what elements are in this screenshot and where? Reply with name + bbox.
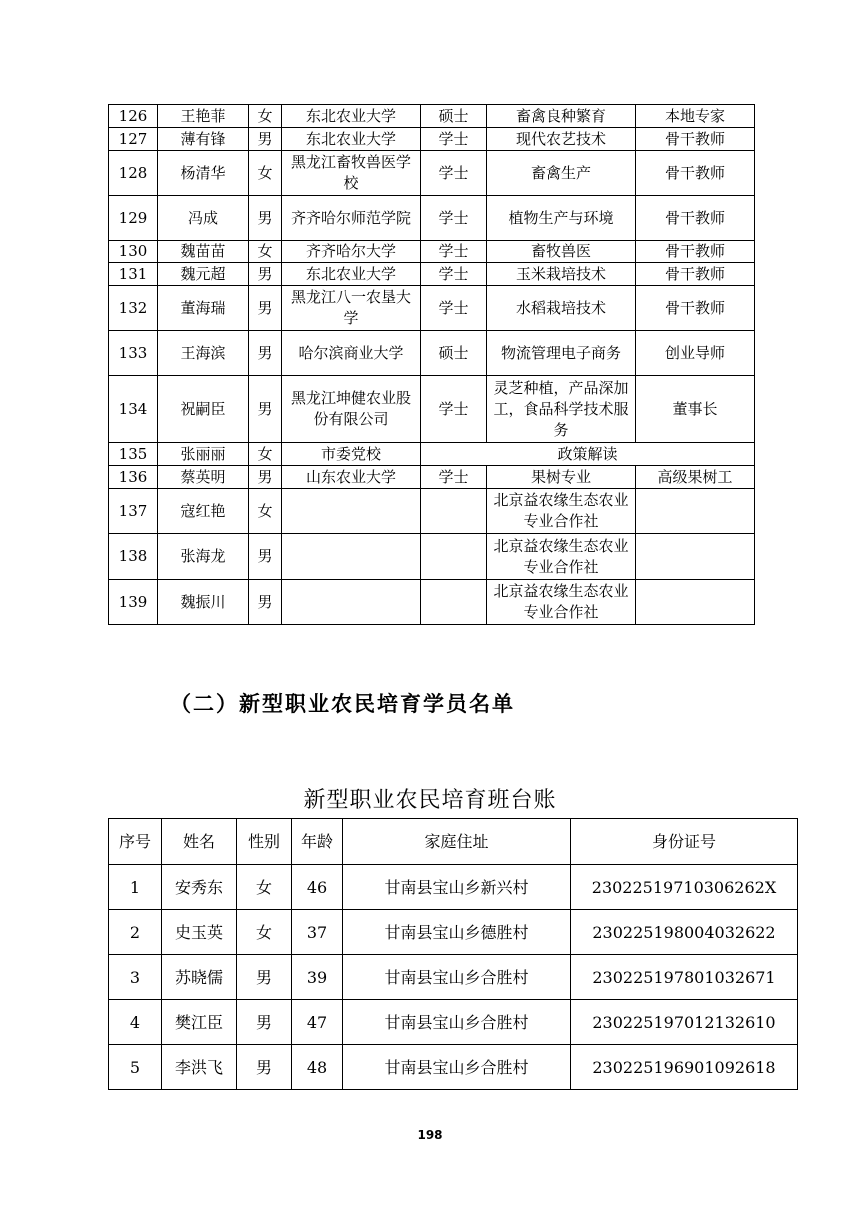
header-cell: 性别 bbox=[237, 819, 292, 865]
table-row bbox=[109, 105, 755, 128]
header-cell: 姓名 bbox=[162, 819, 237, 865]
teachers-table bbox=[108, 104, 755, 625]
table-cell: 高级果树工 bbox=[636, 466, 755, 489]
table-cell: 学士 bbox=[421, 196, 487, 241]
table-cell: 135 bbox=[109, 443, 158, 466]
table-cell: 47 bbox=[292, 1000, 343, 1045]
table-cell: 4 bbox=[109, 1000, 162, 1045]
table-cell: 甘南县宝山乡新兴村 bbox=[343, 865, 571, 910]
table-cell: 男 bbox=[249, 286, 282, 331]
table-cell: 学士 bbox=[421, 286, 487, 331]
table-cell: 女 bbox=[249, 443, 282, 466]
table-row bbox=[109, 196, 755, 241]
table-cell: 张海龙 bbox=[158, 534, 249, 580]
table-cell: 48 bbox=[292, 1045, 343, 1090]
table-row bbox=[109, 128, 755, 151]
table-cell: 学士 bbox=[421, 466, 487, 489]
table-cell: 骨干教师 bbox=[636, 263, 755, 286]
table-cell: 黑龙江畜牧兽医学校 bbox=[282, 151, 421, 196]
table-cell: 130 bbox=[109, 241, 158, 263]
section-heading: （二）新型职业农民培育学员名单 bbox=[170, 691, 515, 716]
table-cell: 1 bbox=[109, 865, 162, 910]
table-cell bbox=[421, 580, 487, 625]
table-row bbox=[109, 1045, 798, 1090]
table-cell: 学士 bbox=[421, 241, 487, 263]
table-row bbox=[109, 955, 798, 1000]
students-table bbox=[108, 818, 798, 1090]
table-cell: 男 bbox=[249, 331, 282, 376]
table-cell: 政策解读 bbox=[421, 443, 755, 466]
table-cell: 5 bbox=[109, 1045, 162, 1090]
table-cell: 学士 bbox=[421, 376, 487, 443]
table-cell: 男 bbox=[237, 1000, 292, 1045]
table-cell: 230225197801032671 bbox=[571, 955, 798, 1000]
page-number: 198 bbox=[417, 1128, 443, 1142]
table-cell: 甘南县宝山乡德胜村 bbox=[343, 910, 571, 955]
table-cell: 230225198004032622 bbox=[571, 910, 798, 955]
table-cell: 水稻栽培技术 bbox=[487, 286, 636, 331]
table-cell: 王海滨 bbox=[158, 331, 249, 376]
table-cell: 骨干教师 bbox=[636, 241, 755, 263]
table-cell: 骨干教师 bbox=[636, 286, 755, 331]
table-title: 新型职业农民培育班台账 bbox=[303, 788, 557, 813]
table-cell bbox=[636, 580, 755, 625]
table-cell: 学士 bbox=[421, 263, 487, 286]
table-cell: 薄有锋 bbox=[158, 128, 249, 151]
table-cell: 安秀东 bbox=[162, 865, 237, 910]
table-cell: 齐齐哈尔大学 bbox=[282, 241, 421, 263]
table-cell: 冯成 bbox=[158, 196, 249, 241]
table-cell: 男 bbox=[249, 196, 282, 241]
table-header-row bbox=[109, 819, 798, 865]
table-cell bbox=[636, 534, 755, 580]
table-cell bbox=[636, 489, 755, 534]
table-cell: 杨清华 bbox=[158, 151, 249, 196]
table-cell: 灵芝种植，产品深加工，食品科学技术服务 bbox=[487, 376, 636, 443]
table-cell: 北京益农缘生态农业专业合作社 bbox=[487, 580, 636, 625]
table-cell: 128 bbox=[109, 151, 158, 196]
table-cell: 蔡英明 bbox=[158, 466, 249, 489]
table-cell: 山东农业大学 bbox=[282, 466, 421, 489]
table-cell: 植物生产与环境 bbox=[487, 196, 636, 241]
table-cell: 物流管理电子商务 bbox=[487, 331, 636, 376]
table-row bbox=[109, 865, 798, 910]
table-cell: 男 bbox=[249, 580, 282, 625]
table-cell: 骨干教师 bbox=[636, 128, 755, 151]
table-cell: 男 bbox=[237, 955, 292, 1000]
table-cell: 现代农艺技术 bbox=[487, 128, 636, 151]
table-row bbox=[109, 263, 755, 286]
table-cell: 学士 bbox=[421, 128, 487, 151]
table-cell: 男 bbox=[249, 534, 282, 580]
table-row bbox=[109, 376, 755, 443]
table-cell: 李洪飞 bbox=[162, 1045, 237, 1090]
table-row bbox=[109, 286, 755, 331]
table-cell: 苏晓儒 bbox=[162, 955, 237, 1000]
header-cell: 序号 bbox=[109, 819, 162, 865]
table-cell: 魏振川 bbox=[158, 580, 249, 625]
table-row bbox=[109, 534, 755, 580]
table-cell: 张丽丽 bbox=[158, 443, 249, 466]
table-cell bbox=[421, 534, 487, 580]
table-cell: 骨干教师 bbox=[636, 151, 755, 196]
table-cell: 男 bbox=[249, 128, 282, 151]
table-cell: 甘南县宝山乡合胜村 bbox=[343, 1045, 571, 1090]
table-cell bbox=[282, 580, 421, 625]
table-cell: 学士 bbox=[421, 151, 487, 196]
table-cell: 男 bbox=[249, 466, 282, 489]
table-cell: 市委党校 bbox=[282, 443, 421, 466]
table-cell: 136 bbox=[109, 466, 158, 489]
table-cell: 本地专家 bbox=[636, 105, 755, 128]
table-cell: 230225196901092618 bbox=[571, 1045, 798, 1090]
table-cell: 北京益农缘生态农业专业合作社 bbox=[487, 489, 636, 534]
table-cell: 126 bbox=[109, 105, 158, 128]
table-row bbox=[109, 910, 798, 955]
table-cell: 畜禽生产 bbox=[487, 151, 636, 196]
table-cell: 畜牧兽医 bbox=[487, 241, 636, 263]
table-cell: 127 bbox=[109, 128, 158, 151]
table-row bbox=[109, 489, 755, 534]
table-row bbox=[109, 1000, 798, 1045]
table-cell: 女 bbox=[237, 865, 292, 910]
table-cell: 畜禽良种繁育 bbox=[487, 105, 636, 128]
table-cell: 134 bbox=[109, 376, 158, 443]
table-cell: 23022519710306262X bbox=[571, 865, 798, 910]
table-cell: 魏苗苗 bbox=[158, 241, 249, 263]
table-cell: 230225197012132610 bbox=[571, 1000, 798, 1045]
table-cell: 139 bbox=[109, 580, 158, 625]
table-cell: 46 bbox=[292, 865, 343, 910]
table-cell: 黑龙江坤健农业股份有限公司 bbox=[282, 376, 421, 443]
table-cell: 133 bbox=[109, 331, 158, 376]
header-cell: 家庭住址 bbox=[343, 819, 571, 865]
table-cell: 王艳菲 bbox=[158, 105, 249, 128]
table-cell: 3 bbox=[109, 955, 162, 1000]
table-cell: 东北农业大学 bbox=[282, 128, 421, 151]
table-cell: 北京益农缘生态农业专业合作社 bbox=[487, 534, 636, 580]
table-cell: 硕士 bbox=[421, 331, 487, 376]
table-cell: 138 bbox=[109, 534, 158, 580]
table-cell: 齐齐哈尔师范学院 bbox=[282, 196, 421, 241]
table-cell: 2 bbox=[109, 910, 162, 955]
table-cell: 女 bbox=[249, 105, 282, 128]
table-cell: 董事长 bbox=[636, 376, 755, 443]
table-cell: 寇红艳 bbox=[158, 489, 249, 534]
table-cell: 史玉英 bbox=[162, 910, 237, 955]
table-row bbox=[109, 241, 755, 263]
table-cell: 甘南县宝山乡合胜村 bbox=[343, 955, 571, 1000]
table-cell: 女 bbox=[249, 151, 282, 196]
table-cell bbox=[282, 489, 421, 534]
table-cell: 137 bbox=[109, 489, 158, 534]
table-cell: 哈尔滨商业大学 bbox=[282, 331, 421, 376]
table-cell: 果树专业 bbox=[487, 466, 636, 489]
header-cell: 年龄 bbox=[292, 819, 343, 865]
table-cell: 132 bbox=[109, 286, 158, 331]
table-cell: 女 bbox=[249, 489, 282, 534]
table-row bbox=[109, 580, 755, 625]
table-cell: 魏元超 bbox=[158, 263, 249, 286]
table-cell: 男 bbox=[237, 1045, 292, 1090]
table-row bbox=[109, 151, 755, 196]
table-cell: 祝嗣臣 bbox=[158, 376, 249, 443]
table-cell: 129 bbox=[109, 196, 158, 241]
table-cell: 女 bbox=[237, 910, 292, 955]
table-cell: 男 bbox=[249, 263, 282, 286]
table-cell: 黑龙江八一农垦大学 bbox=[282, 286, 421, 331]
table-cell: 甘南县宝山乡合胜村 bbox=[343, 1000, 571, 1045]
table-cell: 董海瑞 bbox=[158, 286, 249, 331]
table-cell: 131 bbox=[109, 263, 158, 286]
table-cell: 39 bbox=[292, 955, 343, 1000]
table-cell: 樊江臣 bbox=[162, 1000, 237, 1045]
table-cell: 创业导师 bbox=[636, 331, 755, 376]
table-cell: 37 bbox=[292, 910, 343, 955]
table-cell: 男 bbox=[249, 376, 282, 443]
table-row bbox=[109, 443, 755, 466]
table-row bbox=[109, 466, 755, 489]
table-cell: 东北农业大学 bbox=[282, 105, 421, 128]
table-cell bbox=[421, 489, 487, 534]
table-cell: 骨干教师 bbox=[636, 196, 755, 241]
table-cell: 女 bbox=[249, 241, 282, 263]
table-row bbox=[109, 331, 755, 376]
header-cell: 身份证号 bbox=[571, 819, 798, 865]
table-cell: 东北农业大学 bbox=[282, 263, 421, 286]
table-cell bbox=[282, 534, 421, 580]
table-cell: 玉米栽培技术 bbox=[487, 263, 636, 286]
table-cell: 硕士 bbox=[421, 105, 487, 128]
